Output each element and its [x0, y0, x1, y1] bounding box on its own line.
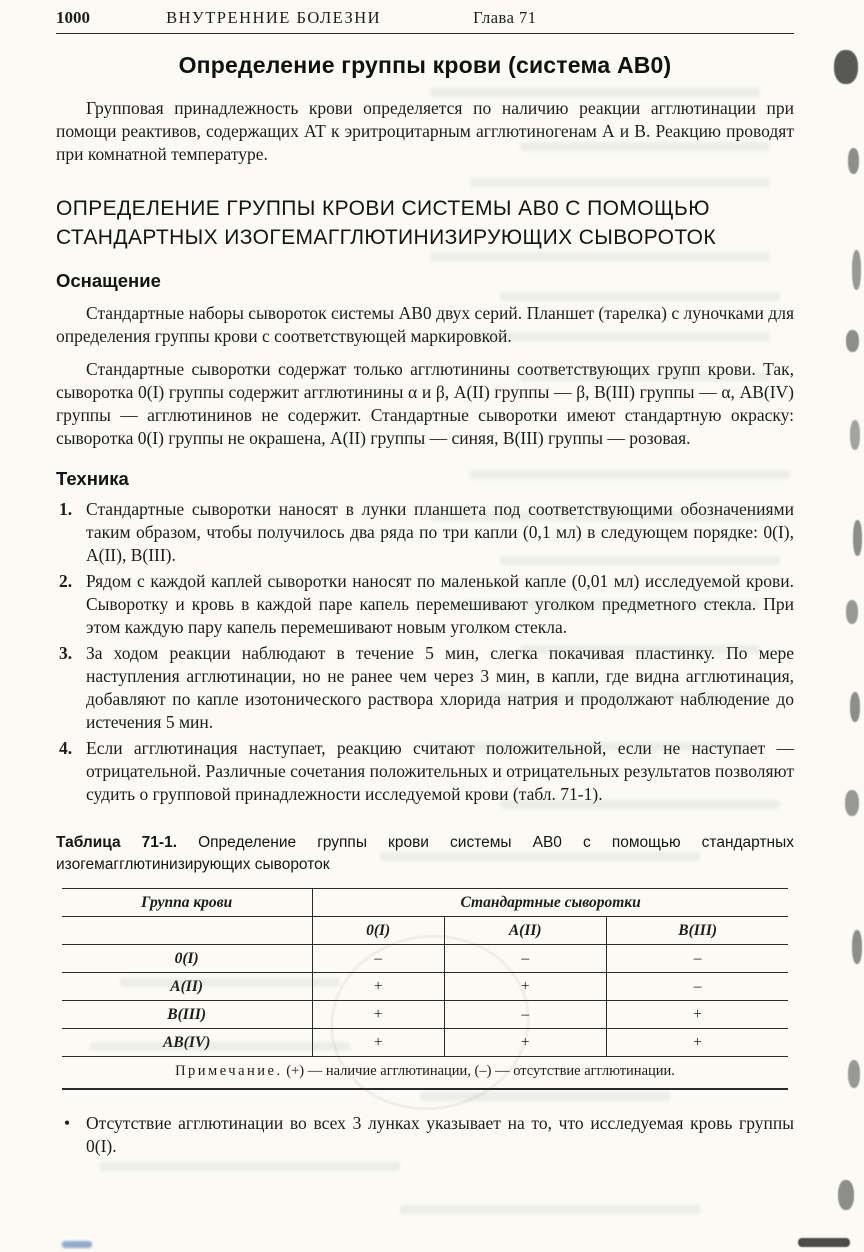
technique-step [56, 570, 794, 639]
equipment-paragraph: Стандартные сыворотки содержат только агглютинины соответствующих групп крови. Так, сыворотка 0(I) группы содержит агглютинины α и β, А(II) группы — β, В(III) группы — α, АВ(IV) группы — агглютининов не содержит. Стандартные сыворотки имеют стандартную окраску: сыворотка 0(I) группы не окрашена, А(II) группы — синяя, В(III) группы — розовая. [56, 359, 794, 448]
result-cell: + [444, 1029, 606, 1057]
result-cell: – [312, 945, 444, 973]
table-subheader-row [62, 917, 789, 945]
result-cell: + [606, 1001, 788, 1029]
result-cell: – [444, 1001, 606, 1029]
chapter-label: Глава 71 [473, 8, 537, 27]
row-group-label: 0(I) [174, 950, 199, 967]
blood-group-table [62, 888, 789, 1090]
row-group-label: В(III) [167, 1006, 207, 1023]
serum-column-header: В(III) [606, 917, 788, 945]
book-title: ВНУТРЕННИЕ БОЛЕЗНИ [166, 8, 382, 27]
bullet-marker: • [64, 1113, 71, 1133]
technique-step [56, 642, 794, 734]
group-column-header: Группа крови [141, 894, 233, 911]
technique-steps [56, 498, 794, 806]
page-title: Определение группы крови (система АВ0) [178, 52, 672, 78]
technique-step [56, 498, 794, 567]
result-cell: + [312, 973, 444, 1001]
step-number: 3. [59, 643, 73, 663]
note-text: (+) — наличие агглютинации, (–) — отсутствие агглютинации. [286, 1063, 675, 1079]
step-number: 2. [59, 571, 73, 591]
result-cell: + [312, 1001, 444, 1029]
table-row [62, 1029, 789, 1057]
result-cell: + [606, 1029, 788, 1057]
page-header [56, 8, 794, 28]
serum-column-header: 0(I) [312, 917, 444, 945]
step-text: Стандартные сыворотки наносят в лунки планшета под соответствующими обозначениями таким образом, чтобы получилось два ряда по три капли (0,1 мл) в следующем порядке: 0(I), А(II), В(III). [86, 499, 794, 565]
bullet-text: Отсутствие агглютинации во всех 3 лунках указывает на то, что исследуемая кровь группы 0(I). [86, 1113, 794, 1156]
conclusion-bullet [56, 1112, 794, 1158]
section-heading: ОПРЕДЕЛЕНИЕ ГРУППЫ КРОВИ СИСТЕМЫ АВ0 С ПОМОЩЬЮ СТАНДАРТНЫХ ИЗОГЕМАГГЛЮТИНИЗИРУЮЩИХ СЫВОРОТОК [56, 197, 717, 249]
serums-group-header: Стандартные сыворотки [312, 889, 788, 917]
table-row [62, 945, 789, 973]
result-cell: – [444, 945, 606, 973]
empty-cell [62, 917, 313, 945]
step-text: Если агглютинация наступает, реакцию считают положительной, если не наступает — отрицательной. Различные сочетания положительных и отрицательных результатов позволяют судить о групповой принадлежности исследуемой крови (табл. 71-1). [86, 738, 794, 804]
intro-paragraph: Групповая принадлежность крови определяется по наличию реакции агглютинации при помощи реактивов, содержащих АТ к эритроцитарным агглютиногенам А и В. Реакцию проводят при комнатной температуре. [56, 98, 794, 164]
step-text: За ходом реакции наблюдают в течение 5 мин, слегка покачивая пластинку. По мере наступления агглютинации, но не ранее чем через 3 мин, в капли, где видна агглютинация, добавляют по капле изотонического раствора хлорида натрия и продолжают наблюдение до истечения 5 мин. [86, 643, 794, 732]
equipment-paragraph: Стандартные наборы сывороток системы АВ0 двух серий. Планшет (тарелка) с луночками для определения группы крови с соответствующей маркировкой. [56, 303, 794, 346]
result-cell: – [606, 945, 788, 973]
step-number: 1. [59, 499, 73, 519]
page-number: 1000 [56, 8, 90, 27]
note-label: Примечание. [175, 1063, 283, 1079]
technique-step [56, 737, 794, 806]
step-number: 4. [59, 738, 73, 758]
row-group-label: А(II) [170, 978, 204, 995]
table-note-row [62, 1057, 789, 1090]
table-row [62, 973, 789, 1001]
technique-heading: Техника [56, 468, 129, 489]
table-note [62, 1057, 789, 1090]
result-cell: – [606, 973, 788, 1001]
table-header-row [62, 889, 789, 917]
step-text: Рядом с каждой каплей сыворотки наносят по маленькой капле (0,01 мл) исследуемой крови. Сыворотку и кровь в каждой паре капель перемешивают уголком предметного стекла. При этом каждую пару капель перемешивают новым уголком стекла. [86, 571, 794, 637]
table-caption-text: Определение группы крови системы АВ0 с помощью стандартных изогемагглютинизирующих сывороток [56, 834, 794, 873]
table-caption-label: Таблица 71-1. [56, 834, 178, 851]
result-cell: + [444, 973, 606, 1001]
header-rule [56, 33, 794, 34]
serum-column-header: А(II) [444, 917, 606, 945]
equipment-heading: Оснащение [56, 270, 161, 291]
table-caption [56, 832, 794, 876]
result-cell: + [312, 1029, 444, 1057]
table-row [62, 1001, 789, 1029]
row-group-label: АВ(IV) [162, 1034, 211, 1051]
